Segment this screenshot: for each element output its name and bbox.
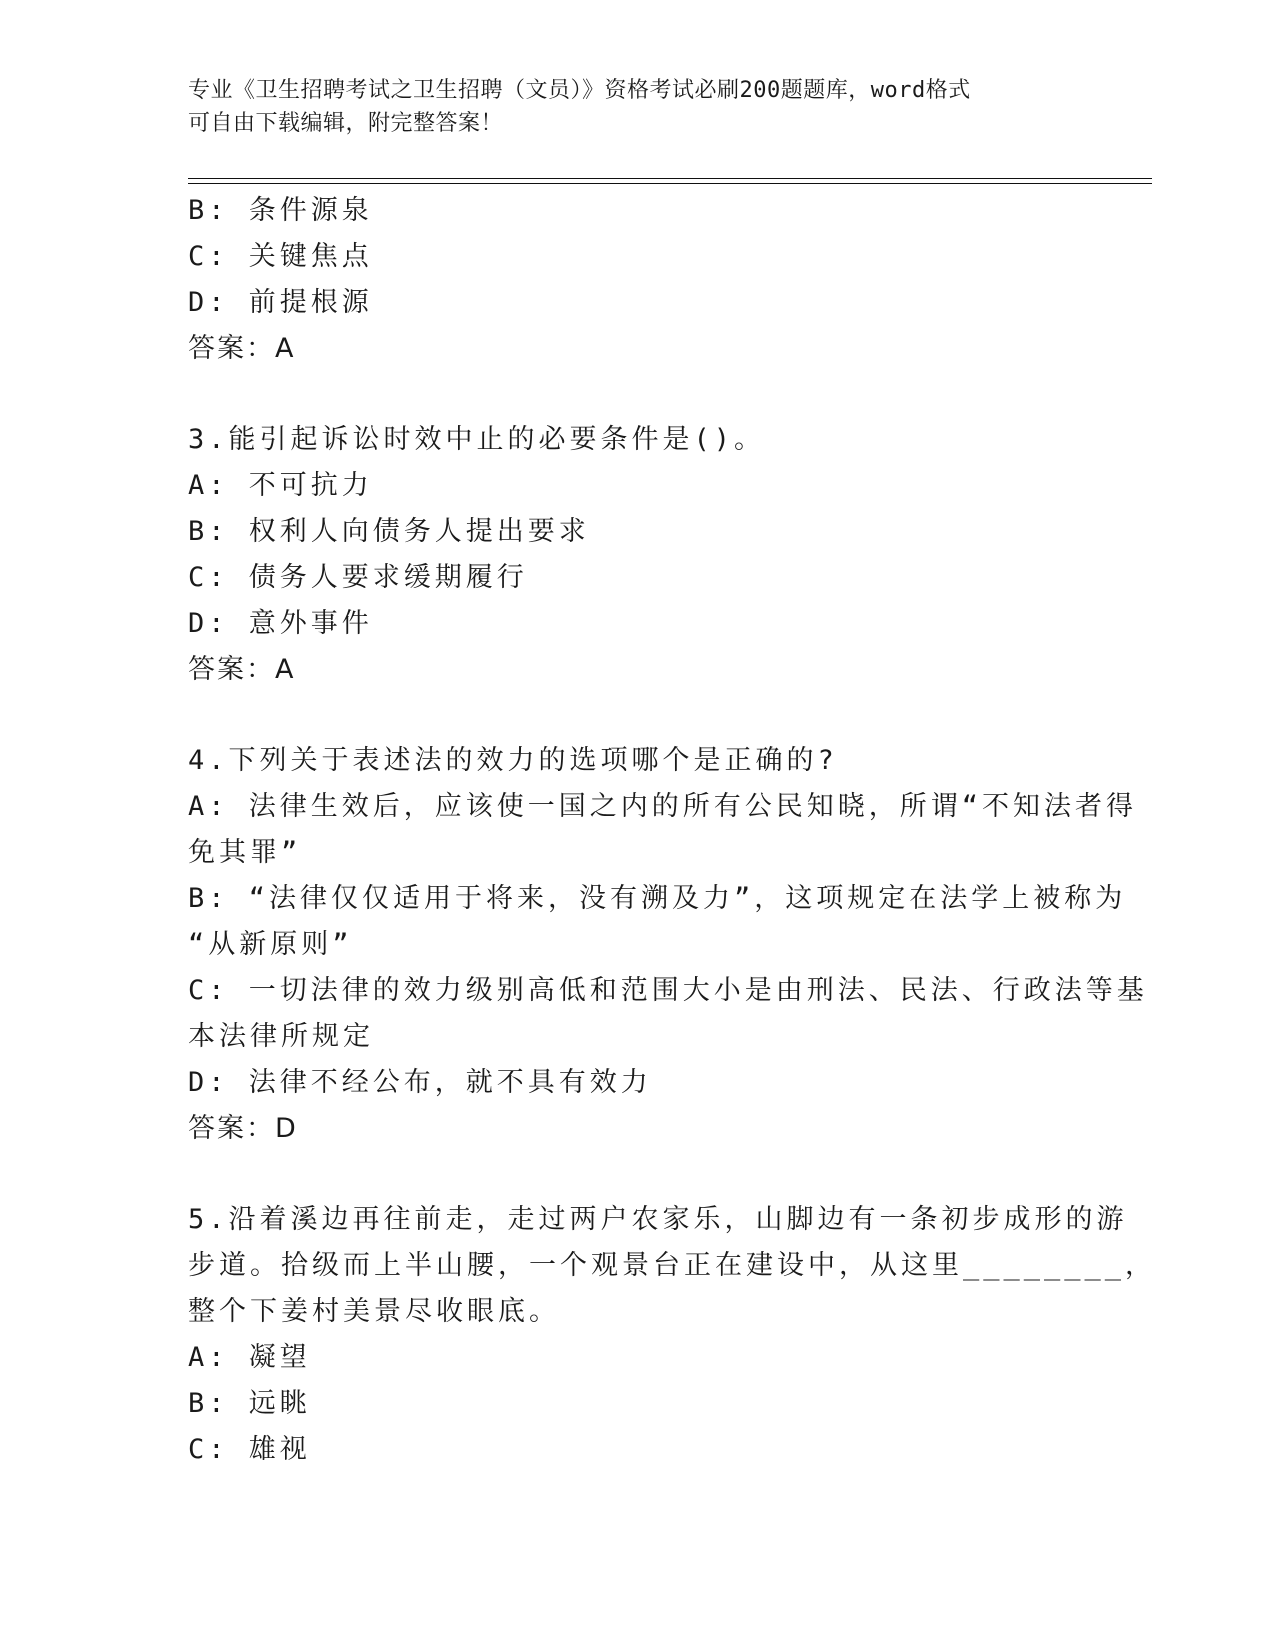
question-text-line-3: 整个下姜村美景尽收眼底。 [188,1296,560,1327]
document-header [188,74,1088,140]
option-c-line-1: C: 一切法律的效力级别高低和范围大小是由刑法、民法、行政法等基 [188,975,1148,1006]
option-c: C: 关键焦点 [188,241,373,272]
header-line-1: 专业《卫生招聘考试之卫生招聘（文员）》资格考试必刷200题题库，word格式 [188,78,971,103]
option-c-line-2: 本法律所规定 [188,1021,374,1052]
option-b: B: 权利人向债务人提出要求 [188,516,590,547]
option-d: D: 前提根源 [188,287,373,318]
question-2-tail [188,188,1088,372]
answer-line: 答案：A [188,333,296,364]
option-a-line-2: 免其罪” [188,837,302,868]
option-d: D: 法律不经公布，就不具有效力 [188,1067,652,1098]
header-divider-top [188,178,1152,179]
option-b: B: 远眺 [188,1388,311,1419]
option-b: B: 条件源泉 [188,195,373,226]
question-text-line-2: 步道。拾级而上半山腰，一个观景台正在建设中，从这里________， [188,1250,1157,1281]
option-a-line-1: A: 法律生效后，应该使一国之内的所有公民知晓，所谓“不知法者得 [188,791,1138,822]
question-4 [188,738,1148,1152]
document-body [188,188,1157,1473]
answer-line: 答案：A [188,654,296,685]
option-b-line-1: B: “法律仅仅适用于将来，没有溯及力”，这项规定在法学上被称为 [188,883,1127,914]
question-text: 3.能引起诉讼时效中止的必要条件是()。 [188,424,766,455]
option-a: A: 凝望 [188,1342,311,1373]
question-text-line-1: 5.沿着溪边再往前走，走过两户农家乐，山脚边有一条初步成形的游 [188,1204,1128,1235]
question-3 [188,417,1088,693]
option-c: C: 债务人要求缓期履行 [188,562,528,593]
question-text: 4.下列关于表述法的效力的选项哪个是正确的? [188,745,838,776]
header-divider-bottom [188,183,1152,184]
option-b-line-2: “从新原则” [188,929,353,960]
answer-line: 答案：D [188,1113,298,1144]
option-d: D: 意外事件 [188,608,373,639]
question-5 [188,1197,1157,1473]
option-c: C: 雄视 [188,1434,311,1465]
header-line-2: 可自由下载编辑，附完整答案！ [188,111,504,136]
option-a: A: 不可抗力 [188,470,373,501]
